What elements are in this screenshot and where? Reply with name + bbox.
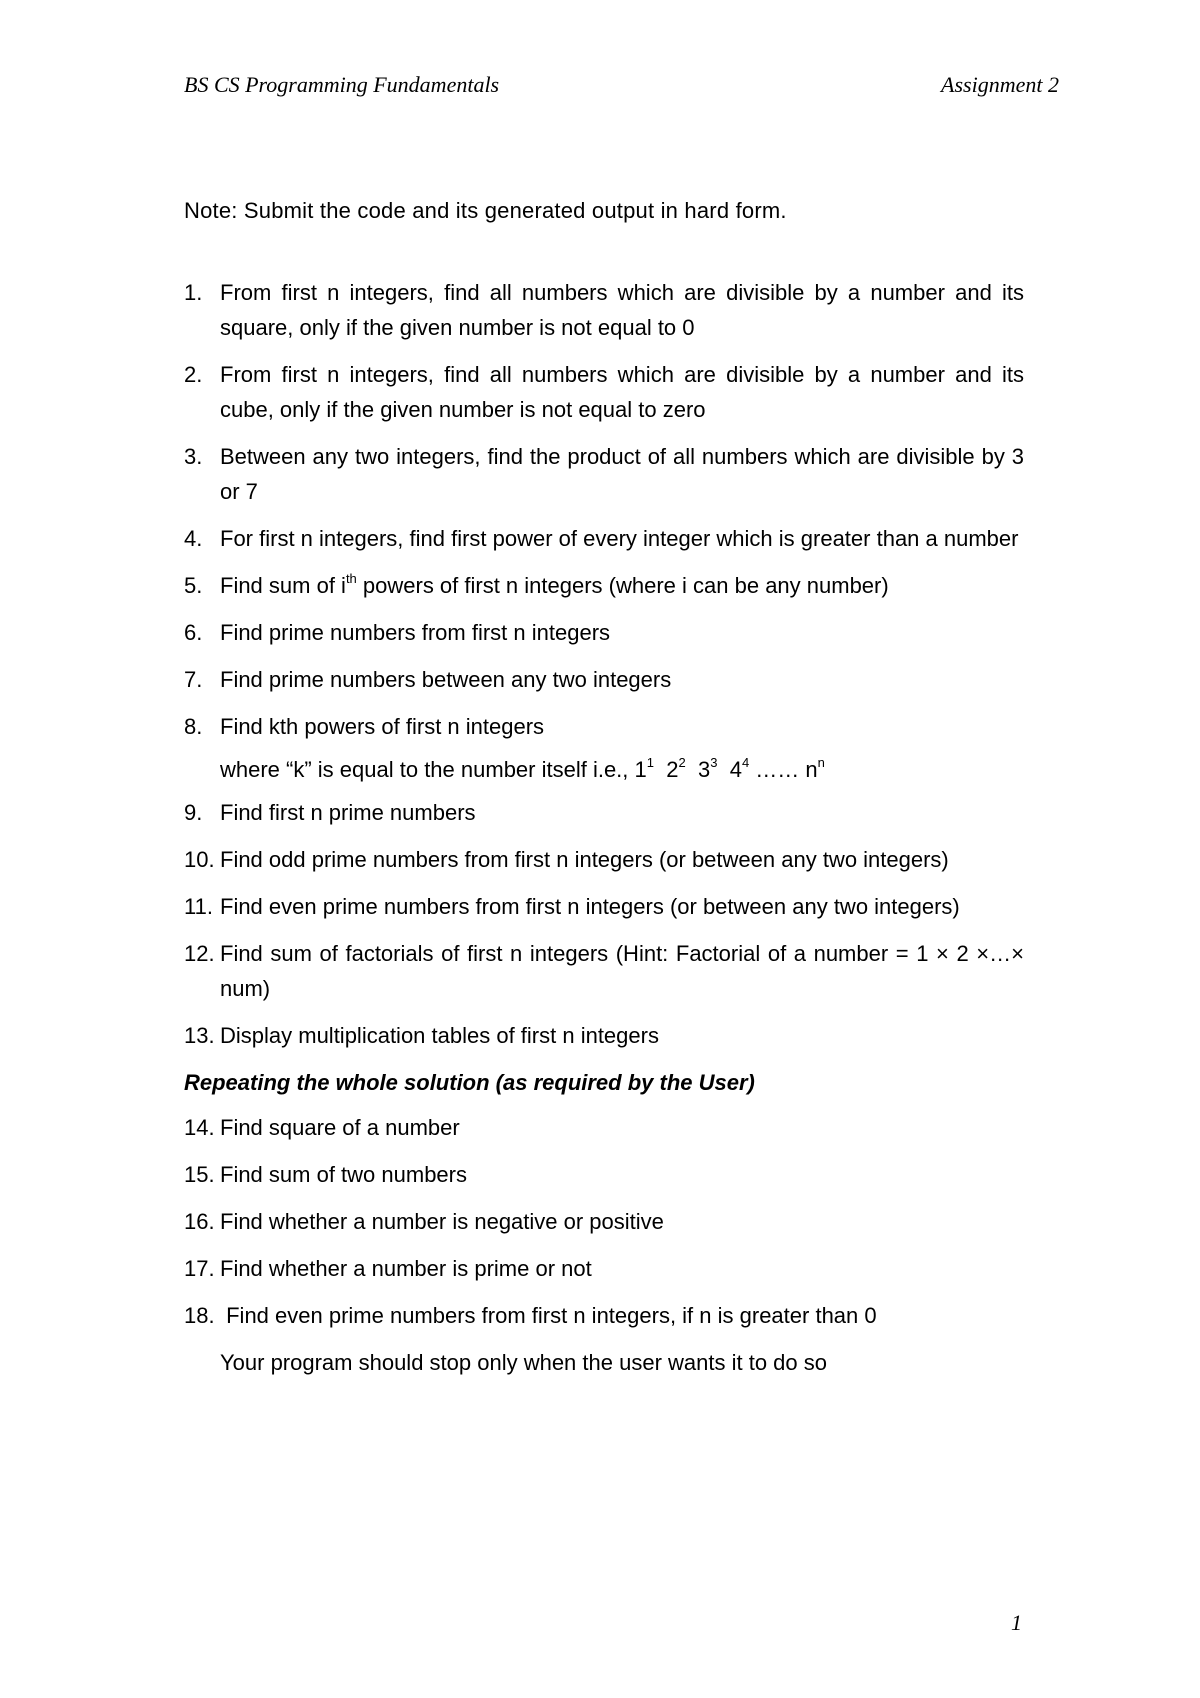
closing-text: Your program should stop only when the user wants it to do so: [220, 1350, 827, 1375]
section-title: Repeating the whole solution (as required by the User): [184, 1070, 755, 1095]
list-item: 17. Find whether a number is prime or not: [184, 1256, 592, 1281]
course-title: BS CS Programming Fundamentals: [184, 72, 500, 97]
item-8-example: where “k” is equal to the number itself i.e., $1^1$ $2^2$ $3^3$ $4^4$ …… $n^n$: [220, 754, 825, 782]
list-item: 5. Find sum of $i^{th}$ powers of first n integers (where i can be any number): [184, 570, 889, 598]
note-text: Note: Submit the code and its generated output in hard form.: [184, 198, 787, 223]
list-item: 14. Find square of a number: [184, 1115, 460, 1140]
list-item: 15. Find sum of two numbers: [184, 1162, 467, 1187]
list-item: 13. Display multiplication tables of first n integers: [184, 1023, 659, 1048]
list-item: 6. Find prime numbers from first n integers: [184, 620, 611, 645]
list-item: 9. Find first n prime numbers: [184, 800, 476, 825]
list-item: 2. From first n integers, find all numbers which are divisible by a number and its cube, only if the given number is not equal to zero: [184, 362, 1024, 422]
question-list: [184, 275, 1024, 1388]
list-item: 10. Find odd prime numbers from first n integers (or between any two integers): [184, 847, 949, 872]
list-item: 12. Find sum of factorials of first n integers (Hint: Factorial of a number = 1 × 2 ×…× num): [184, 941, 1024, 1001]
list-item: 7. Find prime numbers between any two integers: [184, 667, 672, 692]
list-item: 3. Between any two integers, find the product of all numbers which are divisible by 3 or 7: [184, 444, 1024, 504]
list-item: 4. For first n integers, find first power of every integer which is greater than a number: [184, 526, 1019, 551]
page-header: [184, 72, 1059, 98]
list-item: 18. Find even prime numbers from first n integers, if n is greater than 0: [184, 1303, 877, 1328]
page-number: 1: [1011, 1610, 1022, 1635]
list-item: 1. From first n integers, find all numbers which are divisible by a number and its square, only if the given number is not equal to 0: [184, 280, 1024, 340]
list-item: 16. Find whether a number is negative or positive: [184, 1209, 664, 1234]
assignment-title: Assignment 2: [941, 72, 1059, 97]
list-item: 8. Find kth powers of first n integers: [184, 714, 545, 739]
list-item: 11. Find even prime numbers from first n integers (or between any two integers): [184, 894, 960, 919]
